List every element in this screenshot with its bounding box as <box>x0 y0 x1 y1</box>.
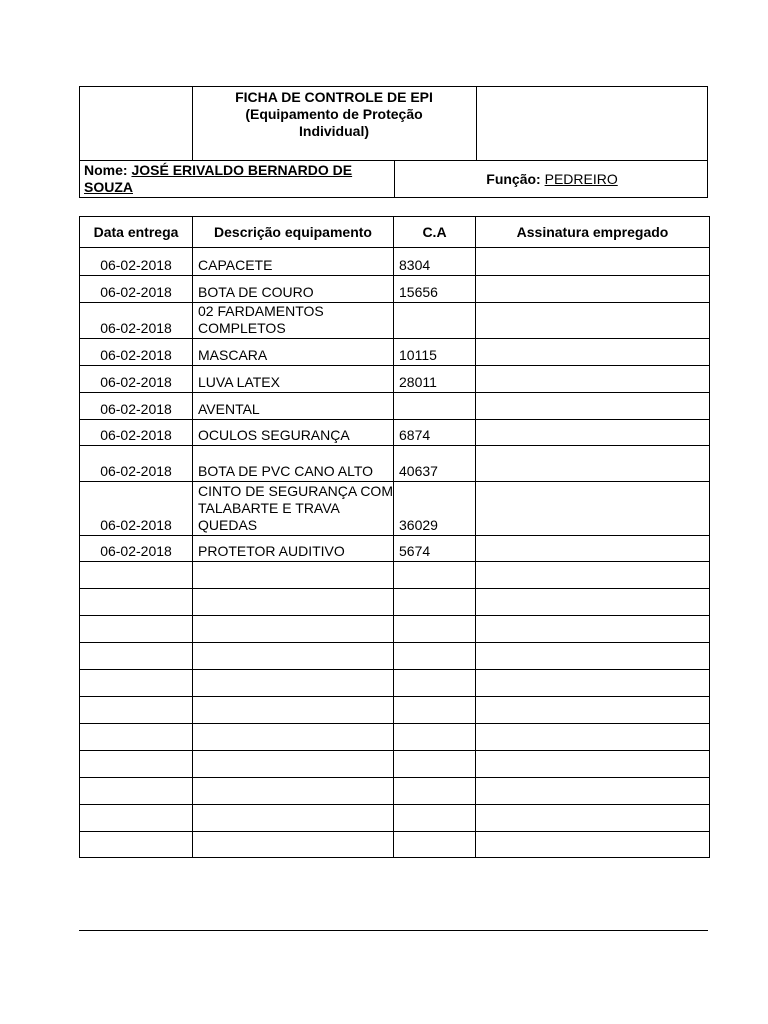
cell-ca: 28011 <box>394 366 476 393</box>
cell-date: 06-02-2018 <box>80 248 193 276</box>
cell-ca: 40637 <box>394 446 476 482</box>
cell-description <box>193 697 394 724</box>
cell-signature[interactable] <box>476 724 710 751</box>
cell-ca <box>394 778 476 805</box>
table-row <box>80 482 710 536</box>
cell-description <box>193 778 394 805</box>
cell-signature[interactable] <box>476 366 710 393</box>
cell-description <box>193 724 394 751</box>
cell-date <box>80 805 193 832</box>
cell-ca <box>394 589 476 616</box>
cell-ca <box>394 643 476 670</box>
cell-signature[interactable] <box>476 751 710 778</box>
cell-date: 06-02-2018 <box>80 536 193 562</box>
cell-date <box>80 697 193 724</box>
cell-date: 06-02-2018 <box>80 393 193 420</box>
table-row <box>80 248 710 276</box>
cell-ca <box>394 303 476 339</box>
cell-description: 02 FARDAMENTOS COMPLETOS <box>193 303 394 339</box>
cell-date: 06-02-2018 <box>80 339 193 366</box>
cell-ca <box>394 670 476 697</box>
cell-ca <box>394 562 476 589</box>
cell-signature[interactable] <box>476 303 710 339</box>
title-line: (Equipamento de Proteção <box>245 106 423 122</box>
column-header-signature: Assinatura empregado <box>476 217 710 248</box>
table-row <box>80 339 710 366</box>
cell-date <box>80 562 193 589</box>
cell-signature[interactable] <box>476 393 710 420</box>
cell-description <box>193 832 394 858</box>
cell-signature[interactable] <box>476 697 710 724</box>
name-label: Nome: <box>84 162 128 178</box>
table-row <box>80 276 710 303</box>
cell-date: 06-02-2018 <box>80 303 193 339</box>
cell-date: 06-02-2018 <box>80 446 193 482</box>
cell-ca: 8304 <box>394 248 476 276</box>
cell-signature[interactable] <box>476 446 710 482</box>
cell-ca: 10115 <box>394 339 476 366</box>
name-value: JOSÉ ERIVALDO BERNARDO DE SOUZA <box>84 162 353 195</box>
cell-date <box>80 589 193 616</box>
title-line: Individual) <box>299 123 369 139</box>
cell-description <box>193 751 394 778</box>
cell-date <box>80 724 193 751</box>
table-row <box>80 562 710 589</box>
cell-description: OCULOS SEGURANÇA <box>193 420 394 446</box>
cell-signature[interactable] <box>476 778 710 805</box>
header-divider <box>394 160 395 197</box>
cell-ca <box>394 805 476 832</box>
cell-date: 06-02-2018 <box>80 276 193 303</box>
cell-signature[interactable] <box>476 670 710 697</box>
table-row <box>80 643 710 670</box>
cell-signature[interactable] <box>476 643 710 670</box>
cell-ca <box>394 697 476 724</box>
cell-signature[interactable] <box>476 482 710 536</box>
title-line: FICHA DE CONTROLE DE EPI <box>235 89 433 105</box>
cell-ca <box>394 616 476 643</box>
cell-date <box>80 832 193 858</box>
cell-description: LUVA LATEX <box>193 366 394 393</box>
table-row <box>80 697 710 724</box>
cell-signature[interactable] <box>476 562 710 589</box>
cell-description <box>193 643 394 670</box>
header-divider <box>476 87 477 160</box>
cell-date <box>80 616 193 643</box>
cell-description: PROTETOR AUDITIVO <box>193 536 394 562</box>
cell-description: CAPACETE <box>193 248 394 276</box>
cell-date: 06-02-2018 <box>80 366 193 393</box>
table-row <box>80 778 710 805</box>
table-row <box>80 832 710 858</box>
table-row <box>80 393 710 420</box>
table-row <box>80 616 710 643</box>
table-row <box>80 303 710 339</box>
function-value: PEDREIRO <box>544 171 618 187</box>
cell-date <box>80 670 193 697</box>
bottom-rule <box>79 930 708 931</box>
cell-date <box>80 643 193 670</box>
cell-description: BOTA DE PVC CANO ALTO <box>193 446 394 482</box>
header-box <box>79 86 708 198</box>
table-row <box>80 420 710 446</box>
table-row <box>80 589 710 616</box>
cell-date: 06-02-2018 <box>80 482 193 536</box>
table-header-row <box>80 217 710 248</box>
table-row <box>80 724 710 751</box>
table-row <box>80 805 710 832</box>
cell-ca: 5674 <box>394 536 476 562</box>
table-row <box>80 670 710 697</box>
table-row <box>80 366 710 393</box>
table-row <box>80 446 710 482</box>
cell-ca: 36029 <box>394 482 476 536</box>
column-header-description: Descrição equipamento <box>193 217 394 248</box>
cell-signature[interactable] <box>476 832 710 858</box>
cell-ca <box>394 751 476 778</box>
cell-description <box>193 670 394 697</box>
column-header-date: Data entrega <box>80 217 193 248</box>
table-row <box>80 536 710 562</box>
cell-ca <box>394 832 476 858</box>
cell-description <box>193 589 394 616</box>
cell-signature[interactable] <box>476 536 710 562</box>
cell-date <box>80 778 193 805</box>
epi-table <box>79 216 710 858</box>
cell-ca: 6874 <box>394 420 476 446</box>
cell-ca: 15656 <box>394 276 476 303</box>
cell-ca <box>394 393 476 420</box>
cell-signature[interactable] <box>476 589 710 616</box>
cell-description <box>193 616 394 643</box>
cell-ca <box>394 724 476 751</box>
cell-signature[interactable] <box>476 276 710 303</box>
cell-description: AVENTAL <box>193 393 394 420</box>
cell-signature[interactable] <box>476 616 710 643</box>
cell-date <box>80 751 193 778</box>
cell-signature[interactable] <box>476 339 710 366</box>
employee-function <box>396 171 708 187</box>
cell-description: MASCARA <box>193 339 394 366</box>
cell-date: 06-02-2018 <box>80 420 193 446</box>
table-row <box>80 751 710 778</box>
employee-name <box>84 162 389 196</box>
cell-description: CINTO DE SEGURANÇA COM TALABARTE E TRAVA QUEDAS <box>193 482 394 536</box>
cell-description <box>193 562 394 589</box>
column-header-ca: C.A <box>394 217 476 248</box>
cell-signature[interactable] <box>476 420 710 446</box>
function-label: Função: <box>486 171 541 187</box>
cell-description: BOTA DE COURO <box>193 276 394 303</box>
cell-signature[interactable] <box>476 805 710 832</box>
cell-signature[interactable] <box>476 248 710 276</box>
form-title <box>192 89 476 140</box>
cell-description <box>193 805 394 832</box>
